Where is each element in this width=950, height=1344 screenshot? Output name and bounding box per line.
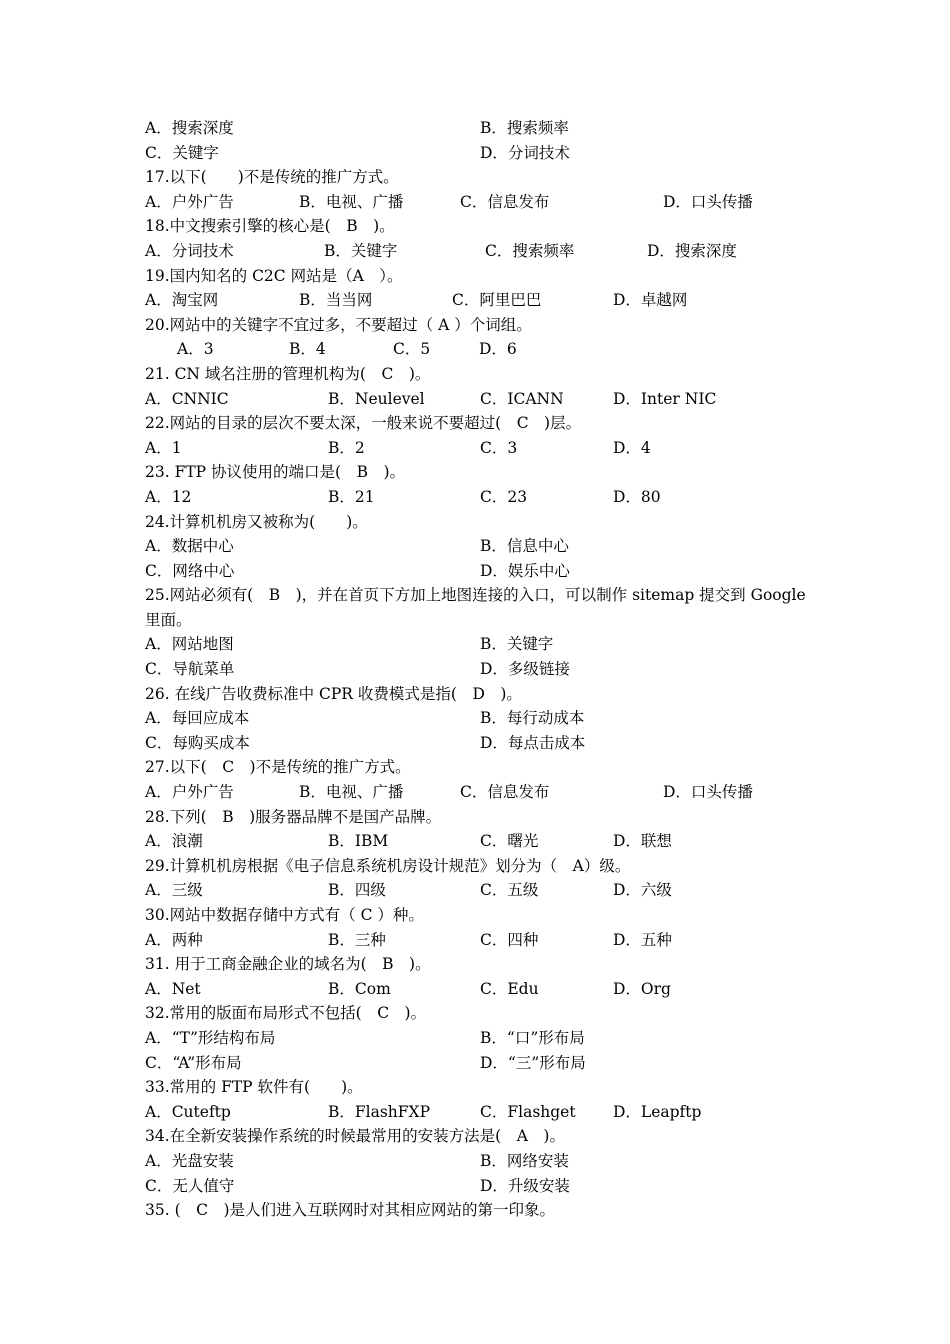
option-item: D．口头传播 bbox=[663, 783, 753, 802]
question-text: 32.常用的版面布局形式不包括( C )。 bbox=[145, 1004, 427, 1023]
options-row bbox=[145, 288, 815, 313]
options-row bbox=[145, 977, 815, 1002]
option-item: B．Neulevel bbox=[328, 389, 425, 408]
option-item: C．导航菜单 bbox=[145, 660, 235, 679]
option-item: C．Flashget bbox=[480, 1102, 576, 1121]
options-row bbox=[145, 559, 815, 584]
question-text: 25.网站必须有( B )，并在首页下方加上地图连接的入口，可以制作 sitemap 提交到 Google 里面。 bbox=[145, 586, 806, 629]
option-item: B．网络安装 bbox=[480, 1151, 569, 1170]
option-item: A．12 bbox=[145, 487, 192, 506]
options-row bbox=[145, 731, 815, 756]
question-text: 20.网站中的关键字不宜过多，不要超过（ A ）个词组。 bbox=[145, 315, 532, 334]
option-item: B．搜索频率 bbox=[480, 119, 569, 137]
question-text: 22.网站的目录的层次不要太深，一般来说不要超过( C )层。 bbox=[145, 414, 582, 433]
options-row bbox=[145, 928, 815, 953]
option-item: C．阿里巴巴 bbox=[452, 291, 542, 310]
option-item: A．1 bbox=[145, 438, 182, 457]
option-item: C．ICANN bbox=[480, 389, 564, 408]
option-item: D．五种 bbox=[613, 930, 672, 949]
option-item: A．户外广告 bbox=[145, 783, 234, 802]
question-text: 33.常用的 FTP 软件有( )。 bbox=[145, 1078, 363, 1097]
option-item: B．关键字 bbox=[480, 635, 554, 654]
options-row bbox=[145, 239, 815, 264]
option-item: B．“口”形布局 bbox=[480, 1028, 585, 1047]
option-item: B．三种 bbox=[328, 930, 386, 949]
option-item: B．电视、广播 bbox=[299, 783, 404, 802]
options-row bbox=[145, 337, 815, 362]
options-row bbox=[145, 1174, 815, 1199]
option-item: A．两种 bbox=[145, 930, 203, 949]
question-text: 27.以下( C )不是传统的推广方式。 bbox=[145, 758, 411, 777]
option-item: B．信息中心 bbox=[480, 537, 569, 556]
options-row bbox=[145, 1149, 815, 1174]
option-item: A．分词技术 bbox=[145, 241, 234, 260]
question-text: 17.以下( )不是传统的推广方式。 bbox=[145, 168, 399, 187]
option-item: C．5 bbox=[393, 340, 431, 359]
option-item: D．6 bbox=[479, 340, 517, 359]
option-item: A．数据中心 bbox=[145, 537, 234, 556]
option-item: A．每回应成本 bbox=[145, 709, 250, 728]
option-item: C．Edu bbox=[480, 979, 539, 998]
option-item: C．五级 bbox=[480, 881, 539, 900]
option-item: C．信息发布 bbox=[460, 192, 550, 211]
option-item: D．80 bbox=[613, 487, 661, 506]
question-text: 24.计算机机房又被称为( )。 bbox=[145, 512, 368, 531]
option-item: C．曙光 bbox=[480, 832, 539, 851]
options-row bbox=[145, 141, 815, 166]
option-item: C．信息发布 bbox=[460, 783, 550, 802]
question-text: 23. FTP 协议使用的端口是( B )。 bbox=[145, 463, 406, 482]
option-item: D．分词技术 bbox=[480, 143, 570, 162]
option-item: D．每点击成本 bbox=[480, 733, 586, 752]
option-item: B．电视、广播 bbox=[299, 192, 404, 211]
option-item: D．4 bbox=[613, 438, 651, 457]
option-item: A．“T”形结构布局 bbox=[145, 1028, 276, 1047]
option-item: D．娱乐中心 bbox=[480, 561, 570, 580]
question-text: 28.下列( B )服务器品牌不是国产品牌。 bbox=[145, 807, 442, 826]
option-item: B．21 bbox=[328, 487, 375, 506]
option-item: B．当当网 bbox=[299, 291, 373, 310]
question-text: 35. ( C )是人们进入互联网时对其相应网站的第一印象。 bbox=[145, 1201, 556, 1220]
options-row bbox=[145, 829, 815, 854]
option-item: A．Cuteftp bbox=[145, 1102, 231, 1121]
options-row bbox=[145, 534, 815, 559]
question-text: 26. 在线广告收费标准中 CPR 收费模式是指( D )。 bbox=[145, 684, 522, 703]
option-item: B．Com bbox=[328, 979, 391, 998]
option-item: B．4 bbox=[289, 340, 326, 359]
options-row bbox=[145, 1051, 815, 1076]
question-text: 29.计算机机房根据《电子信息系统机房设计规范》划分为（ A）级。 bbox=[145, 856, 631, 875]
option-item: B．2 bbox=[328, 438, 365, 457]
option-item: D．联想 bbox=[613, 832, 672, 851]
options-row bbox=[145, 387, 815, 412]
option-item: A．3 bbox=[177, 340, 214, 359]
question-text: 18.中文搜索引擎的核心是( B )。 bbox=[145, 217, 395, 236]
options-row bbox=[145, 1026, 815, 1051]
options-row bbox=[145, 116, 815, 141]
options-row bbox=[145, 780, 815, 805]
option-item: C．“A”形布局 bbox=[145, 1053, 242, 1072]
option-item: C．关键字 bbox=[145, 143, 219, 162]
option-item: D．口头传播 bbox=[663, 192, 753, 211]
option-item: A．光盘安装 bbox=[145, 1151, 234, 1170]
option-item: B．IBM bbox=[328, 832, 389, 851]
option-item: D．Leapftp bbox=[613, 1102, 702, 1121]
question-text: 31. 用于工商金融企业的域名为( B )。 bbox=[145, 955, 431, 974]
question-text: 30.网站中数据存储中方式有（ C ）种。 bbox=[145, 906, 424, 924]
option-item: A．Net bbox=[145, 979, 201, 998]
option-item: D．六级 bbox=[613, 881, 672, 900]
question-text: 34.在全新安装操作系统的时候最常用的安装方法是( A )。 bbox=[145, 1127, 565, 1146]
option-item: C．搜索频率 bbox=[485, 241, 575, 260]
option-item: A．搜索深度 bbox=[145, 119, 234, 137]
options-row bbox=[145, 657, 815, 682]
option-item: C．网络中心 bbox=[145, 561, 235, 580]
option-item: D．Org bbox=[613, 979, 671, 998]
options-row bbox=[145, 1100, 815, 1125]
option-item: C．四种 bbox=[480, 930, 539, 949]
option-item: A．浪潮 bbox=[145, 832, 203, 851]
option-item: A．CNNIC bbox=[145, 389, 229, 408]
option-item: D．升级安装 bbox=[480, 1176, 570, 1195]
option-item: B．FlashFXP bbox=[328, 1102, 430, 1121]
option-item: C．每购买成本 bbox=[145, 733, 250, 752]
options-row bbox=[145, 878, 815, 903]
options-row bbox=[145, 485, 815, 510]
options-row bbox=[145, 632, 815, 657]
option-item: D．卓越网 bbox=[613, 291, 688, 310]
option-item: C．23 bbox=[480, 487, 528, 506]
option-item: A．户外广告 bbox=[145, 192, 234, 211]
document-body bbox=[145, 116, 815, 1223]
options-row bbox=[145, 706, 815, 731]
option-item: C．无人值守 bbox=[145, 1176, 235, 1195]
option-item: A．淘宝网 bbox=[145, 291, 219, 310]
option-item: B．每行动成本 bbox=[480, 709, 585, 728]
question-text: 21. CN 域名注册的管理机构为( C )。 bbox=[145, 364, 431, 383]
option-item: B．四级 bbox=[328, 881, 386, 900]
option-item: C．3 bbox=[480, 438, 518, 457]
option-item: D．多级链接 bbox=[480, 660, 570, 679]
options-row bbox=[145, 190, 815, 215]
option-item: D．“三”形布局 bbox=[480, 1053, 586, 1072]
option-item: A．网站地图 bbox=[145, 635, 234, 654]
option-item: B．关键字 bbox=[324, 241, 398, 260]
option-item: D．Inter NIC bbox=[613, 389, 717, 408]
options-row bbox=[145, 436, 815, 461]
option-item: D．搜索深度 bbox=[647, 241, 737, 260]
option-item: A．三级 bbox=[145, 881, 203, 900]
question-text: 19.国内知名的 C2C 网站是（A ）。 bbox=[145, 266, 403, 285]
